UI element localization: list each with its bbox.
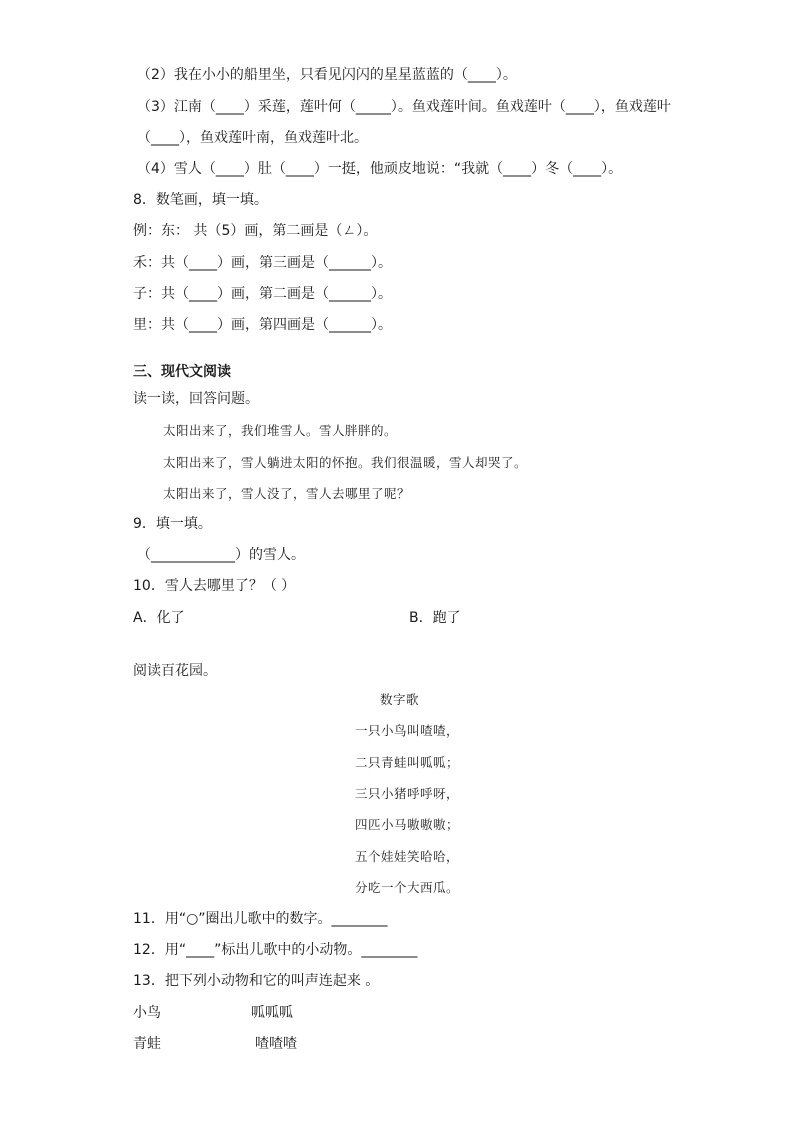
- q8-zi: 子：共（____）画，第二画是（______）。: [133, 286, 392, 302]
- q7-item-3-line-2: （____），鱼戏莲叶南，鱼戏莲叶北。: [137, 130, 368, 146]
- q13-title: 13．把下列小动物和它的叫声连起来 。: [133, 973, 380, 989]
- q13-sound: 喳喳喳: [255, 1036, 297, 1052]
- q7-item-4: （4）雪人（____）肚（____）一挺，他顽皮地说：“我就（____）冬（____）。: [137, 161, 623, 177]
- q10-option-b: B．跑了: [409, 610, 461, 626]
- poem-intro: 阅读百花园。: [133, 663, 217, 679]
- q8-example: 例：东： 共（5）画，第二画是（ㄥ）。: [133, 223, 378, 239]
- q12: 12．用“____”标出儿歌中的小动物。________: [133, 942, 418, 958]
- passage-line: 太阳出来了，雪人躺进太阳的怀抱。我们很温暖，雪人却哭了。: [163, 455, 528, 470]
- q7-item-3-line-1: （3）江南（____）采莲，莲叶何（_____）。鱼戏莲叶间。鱼戏莲叶（____），鱼戏莲叶: [137, 99, 671, 115]
- q7-item-2: （2）我在小小的船里坐，只看见闪闪的星星蓝蓝的（____）。: [137, 67, 517, 83]
- q10-option-a: A．化了: [133, 610, 185, 626]
- poem-line: 三只小猪呼呼呀，: [355, 786, 460, 801]
- q13-animal: 青蛙: [133, 1036, 161, 1052]
- q13-animal: 小鸟: [133, 1005, 161, 1021]
- q10-title: 10．雪人去哪里了？（ ）: [133, 578, 296, 594]
- q8-he: 禾：共（____）画，第三画是（______）。: [133, 255, 392, 271]
- q9-blank: （____________）的雪人。: [137, 547, 305, 563]
- q8-title: 8．数笔画，填一填。: [133, 192, 268, 208]
- poem-line: 二只青蛙叫呱呱；: [355, 755, 460, 770]
- poem-line: 五个娃娃笑哈哈，: [355, 849, 460, 864]
- poem-line: 分吃一个大西瓜。: [355, 880, 460, 895]
- poem-title: 数字歌: [380, 692, 420, 707]
- passage-line: 太阳出来了，我们堆雪人。雪人胖胖的。: [163, 423, 398, 438]
- poem-line: 一只小鸟叫喳喳，: [355, 723, 460, 738]
- q11: 11．用“○”圈出儿歌中的数字。________: [133, 911, 388, 927]
- q8-li: 里：共（____）画，第四画是（______）。: [133, 317, 392, 333]
- passage-line: 太阳出来了，雪人没了，雪人去哪里了呢？: [163, 486, 411, 501]
- q13-sound: 呱呱呱: [251, 1005, 293, 1021]
- section-heading: 三、现代文阅读: [133, 364, 231, 380]
- reading-instruction: 读一读，回答问题。: [133, 391, 259, 407]
- q9-title: 9．填一填。: [133, 516, 212, 532]
- poem-line: 四匹小马嗷嗷嗷；: [355, 817, 460, 832]
